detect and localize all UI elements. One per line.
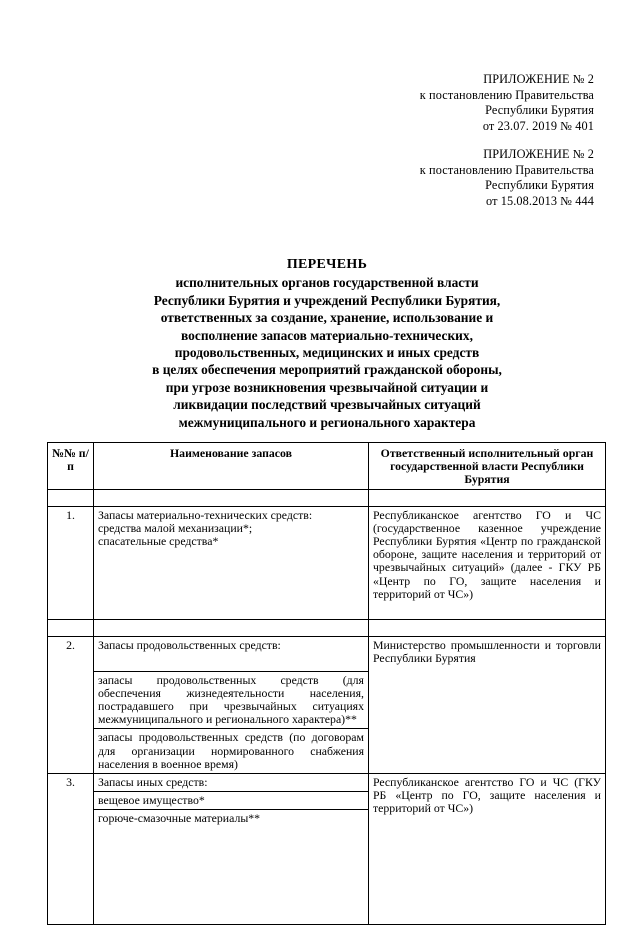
item-text: запасы продовольственных средств (для обеспечения жизнедеятельности населения, пострадавшего при чрезвычайных ситуациях межмуниципального и регионального характера)** (94, 671, 369, 729)
table-header-row (48, 443, 606, 490)
item-text: Запасы иных средств: (94, 774, 369, 792)
header-name: Наименование запасов (94, 443, 369, 490)
annex-heading: ПРИЛОЖЕНИЕ № 2 (483, 72, 594, 86)
annex-line: к постановлению Правительства (419, 162, 594, 177)
annex-line: Республики Бурятия (485, 103, 594, 117)
spacer-row (48, 619, 606, 636)
table-row (48, 774, 606, 792)
table-row (48, 506, 606, 619)
row-number: 3. (48, 774, 94, 925)
annex-line: к постановлению Правительства (419, 87, 594, 102)
title-line: ликвидации последствий чрезвычайных ситуаций (173, 397, 481, 413)
table-row (48, 636, 606, 671)
item-text: спасательные средства* (98, 534, 219, 549)
row-number: 2. (48, 636, 94, 773)
reserves-table (47, 442, 606, 925)
row-number: 1. (48, 506, 94, 619)
item-text: Запасы материально-технических средств: (98, 507, 313, 522)
row-org: Республиканское агентство ГО и ЧС (ГКУ РБ «Центр по ГО, защите населения и территорий от ЧС») (369, 774, 606, 925)
title-main: ПЕРЕЧЕНЬ (286, 257, 368, 272)
row-items (94, 506, 369, 619)
header-num: №№ п/п (48, 443, 94, 490)
title-line: восполнение запасов материально-технических, (181, 327, 473, 343)
title-line: при угрозе возникновения чрезвычайной ситуации и (165, 379, 489, 395)
annex-heading: ПРИЛОЖЕНИЕ № 2 (483, 147, 594, 161)
document-title (92, 256, 562, 431)
item-text: горюче-смазочные материалы** (94, 810, 369, 925)
row-org: Министерство промышленности и торговли Республики Бурятия (369, 636, 606, 773)
row-org: Республиканское агентство ГО и ЧС (государственное казенное учреждение Республики Бурятия «Центр по гражданской обороне, защите населения и территорий от чрезвычайных ситуаций» (далее - ГКУ РБ «Центр по ГО, защите населения и территорий от ЧС») (369, 506, 606, 619)
title-line: продовольственных, медицинских и иных средств (174, 345, 480, 361)
title-line: исполнительных органов государственной власти (175, 275, 479, 291)
item-text: вещевое имущество* (94, 792, 369, 810)
title-line: ответственных за создание, хранение, использование и (160, 310, 494, 326)
item-text: запасы продовольственных средств (по договорам для организации нормированного снабжения населения в военное время) (94, 729, 369, 774)
annex-current-header (420, 72, 594, 134)
item-text: Запасы продовольственных средств: (94, 636, 369, 671)
title-line: Республики Бурятия и учреждений Республики Бурятия, (153, 292, 501, 308)
header-org: Ответственный исполнительный орган государственной власти Республики Бурятия (369, 443, 606, 490)
annex-date-line: от 15.08.2013 № 444 (486, 193, 594, 208)
spacer-row (48, 489, 606, 506)
annex-date-line: от 23.07. 2019 № 401 (482, 118, 594, 133)
item-text: средства малой механизации*; (98, 520, 253, 535)
title-line: в целях обеспечения мероприятий гражданской обороны, (152, 362, 502, 378)
title-line: межмуниципального и регионального характера (178, 414, 476, 430)
annex-line: Республики Бурятия (485, 178, 594, 192)
annex-original-header (420, 147, 594, 209)
